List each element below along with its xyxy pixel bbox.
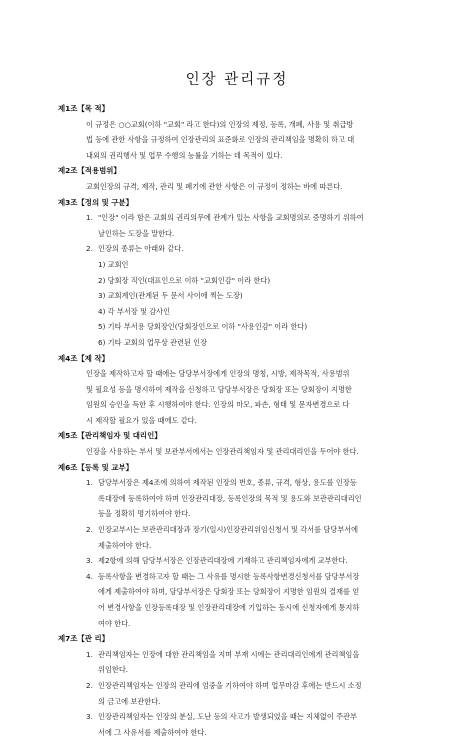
sub-item: 4) 각 부서장 및 감사인 (98, 306, 171, 316)
text-line: 여야 한다. (98, 618, 131, 628)
text-line: 에게 제출하여야 하며, 담당부서장은 당회장 또는 당회장이 지명한 임원의 결재를 얻 (98, 587, 360, 597)
item-number: 1. (86, 649, 93, 659)
article-5 (58, 428, 438, 459)
numbered-item (58, 569, 438, 631)
text-line: 위임한다. (98, 665, 129, 675)
sub-item: 5) 기타 부서용 당회장인(당회장인으로 이하 "사용인감" 이라 한다) (98, 322, 308, 332)
article-heading: 제3조【정의 및 구분】 (58, 197, 134, 207)
article-heading: 제2조【적용범위】 (58, 166, 121, 176)
article-7 (58, 631, 438, 740)
text-line: 임원의 승인을 득한 후 시행하여야 한다. 인장의 마모, 파손, 형태 및 문자변경으로 다 (86, 400, 350, 410)
item-number: 4. (86, 571, 93, 581)
text-line: 인장을 사용하는 부서 및 보관부서에서는 인장관리책임자 및 관리대리인을 두어야 한다. (86, 447, 359, 457)
text-line: 인장교부시는 보관관리대장과 장기(일시)인장관리위임신청서 및 각서를 담당부서에 (98, 525, 359, 535)
text-line: 제2항에 의해 담당부서장은 인장관리대장에 기재하고 관리책임자에게 교부한다. (98, 556, 348, 566)
numbered-item (58, 553, 438, 569)
article-3 (58, 195, 438, 351)
text-line: 인장을 제작하고자 할 때에는 담당부서장에게 인장의 명칭, 시방, 제작목적, 사용범위 (86, 369, 350, 379)
text-line: "인장" 이라 함은 교회의 권리의무에 관계가 있는 사항을 교회명의로 증명하기 위하여 (98, 213, 364, 223)
article-paragraph (58, 179, 438, 195)
document-body (58, 101, 438, 740)
text-line: 법 등에 관한 사항을 규정하여 인장관리의 표준화로 인장의 관리책임을 명확히 하고 대 (86, 135, 355, 145)
article-heading: 제7조【관 리】 (58, 634, 110, 644)
text-line: 록대장에 등록하여야 하며 인장관리대장, 등록인장의 목적 및 용도와 보관관리대리인 (98, 493, 362, 503)
article-paragraph (58, 117, 438, 164)
item-number: 3. (86, 556, 93, 566)
article-paragraph (58, 444, 438, 460)
sub-item: 1) 교회인 (98, 259, 129, 269)
article-4 (58, 351, 438, 429)
text-line: 시 제작할 필요가 있을 때에도 같다. (86, 415, 197, 425)
article-heading: 제1조【목 적】 (58, 104, 110, 113)
text-line: 담당부서장은 제4조에 의하여 제작된 인장의 번호, 종류, 규격, 형상, 용도를 인장등 (98, 478, 357, 488)
article-paragraph (58, 366, 438, 428)
item-number: 3. (86, 712, 93, 722)
article-heading: 제4조【제 작】 (58, 353, 110, 363)
article-1 (58, 101, 438, 163)
numbered-item (58, 678, 438, 709)
text-line: 인장관리책임자는 인장의 관리에 엄중을 기하여야 하며 업무마감 후에는 반드시 소정 (98, 680, 362, 690)
numbered-item (58, 210, 438, 241)
text-line: 및 필요성 등을 명시하여 제작을 신청하고 담당부서장은 당회장 또는 당회장이 지명한 (86, 384, 352, 394)
text-line: 내외의 권리행사 및 업무 수행의 능률을 기하는 데 목적이 있다. (86, 150, 283, 160)
sub-item: 6) 기타 교회의 업무상 관련된 인장 (98, 337, 208, 347)
document-title: 인장 관리규정 (185, 72, 289, 88)
item-number: 1. (86, 213, 93, 223)
item-number: 1. (86, 478, 93, 488)
text-line: 서에 그 사유서를 제출하여야 한다. (98, 727, 207, 737)
numbered-item (58, 475, 438, 522)
article-6 (58, 460, 438, 632)
numbered-item (58, 241, 438, 257)
numbered-item (58, 647, 438, 678)
item-number: 2. (86, 680, 93, 690)
text-line: 의 금고에 보관한다. (98, 696, 161, 706)
article-2 (58, 163, 438, 194)
item-number: 2. (86, 244, 93, 254)
text-line: 어 변경사항을 인장등록대장 및 인장관리대장에 기입하는 동시에 신청자에게 통지하 (98, 603, 360, 612)
text-line: 등록사항을 변경하고자 할 때는 그 사유를 명시한 등록사항변경신청서를 담당부서장 (98, 571, 360, 581)
numbered-item (58, 709, 438, 740)
text-line: 이 규정은 ○○교회(이하 "교회" 라고 한다)의 인장의 제정, 등록, 개폐, 사용 및 취급방 (86, 119, 354, 129)
item-number: 2. (86, 525, 93, 535)
sub-item: 3) 교회계인(관계된 두 문서 사이에 찍는 도장) (98, 291, 243, 301)
text-line: 제출하여야 한다. (98, 540, 152, 550)
numbered-item (58, 522, 438, 553)
article-heading: 제5조【관리책임자 및 대리인】 (58, 431, 162, 441)
text-line: 인장의 종류는 아래와 같다. (98, 244, 184, 254)
article-heading: 제6조【등록 및 교부】 (58, 462, 134, 472)
text-line: 교회인장의 규격, 제작, 관리 및 폐기에 관한 사항은 이 규정이 정하는 바에 따른다. (86, 181, 343, 191)
sub-item: 2) 당회장 직인(대표인으로 이하 "교회인감" 이라 한다) (98, 275, 271, 285)
text-line: 관리책임자는 인장에 대한 관리책임을 지며 부재 시에는 관리대리인에게 관리책임을 (98, 649, 360, 659)
text-line: 등을 정확히 명기하여야 한다. (98, 509, 191, 519)
text-line: 날인하는 도장을 말한다. (98, 228, 175, 238)
text-line: 인장관리책임자는 인장의 분실, 도난 등의 사고가 발생되었을 때는 지체없이 주관부 (98, 712, 357, 722)
